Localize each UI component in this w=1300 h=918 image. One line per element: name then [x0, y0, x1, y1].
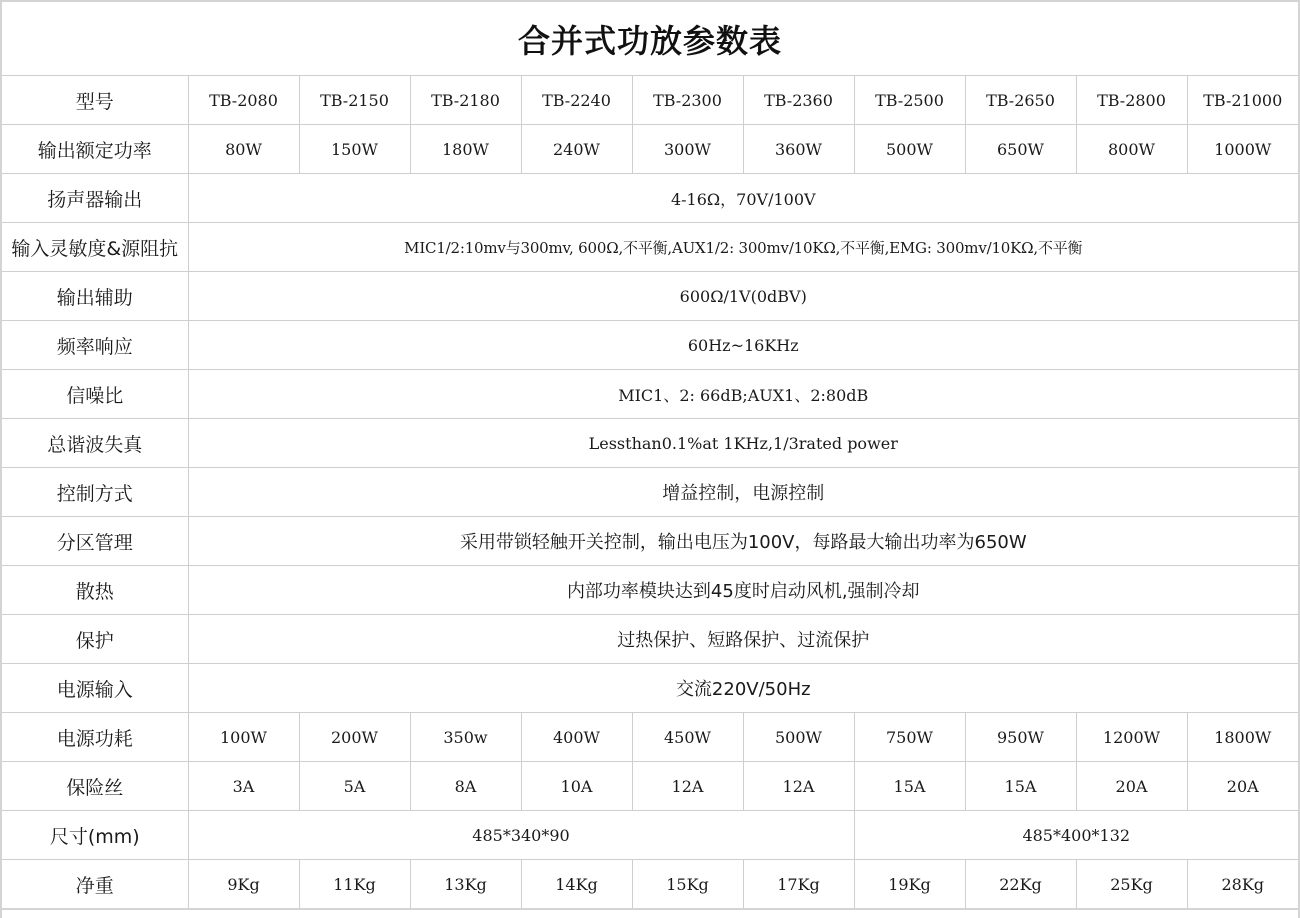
- fuse-cell: 12A: [632, 762, 743, 811]
- power-consumption-cell: 100W: [188, 713, 299, 762]
- page-title: 合并式功放参数表: [2, 0, 1298, 76]
- row-label: 净重: [2, 860, 188, 910]
- row-label: 输出辅助: [2, 272, 188, 321]
- table-row-input-sensitivity: [2, 223, 1298, 272]
- table-row-protection: [2, 615, 1298, 664]
- table-row-speaker-output: [2, 174, 1298, 223]
- table-row-dimensions: [2, 811, 1298, 860]
- model-cell: TB-2360: [743, 76, 854, 125]
- power-consumption-cell: 500W: [743, 713, 854, 762]
- rated-power-cell: 800W: [1076, 125, 1187, 174]
- spec-table: [2, 76, 1298, 910]
- table-row-power-consumption: [2, 713, 1298, 762]
- fuse-cell: 20A: [1187, 762, 1298, 811]
- rated-power-cell: 240W: [521, 125, 632, 174]
- row-label: 扬声器输出: [2, 174, 188, 223]
- fuse-cell: 15A: [854, 762, 965, 811]
- model-cell: TB-21000: [1187, 76, 1298, 125]
- fuse-cell: 8A: [410, 762, 521, 811]
- fuse-cell: 12A: [743, 762, 854, 811]
- row-label: 保护: [2, 615, 188, 664]
- row-label: 散热: [2, 566, 188, 615]
- power-consumption-cell: 1800W: [1187, 713, 1298, 762]
- protection-value: 过热保护、短路保护、过流保护: [188, 615, 1298, 664]
- fuse-cell: 10A: [521, 762, 632, 811]
- power-consumption-cell: 350w: [410, 713, 521, 762]
- snr-value: MIC1、2: 66dB;AUX1、2:80dB: [188, 370, 1298, 419]
- model-cell: TB-2240: [521, 76, 632, 125]
- net-weight-cell: 13Kg: [410, 860, 521, 910]
- power-consumption-cell: 200W: [299, 713, 410, 762]
- rated-power-cell: 180W: [410, 125, 521, 174]
- rated-power-cell: 150W: [299, 125, 410, 174]
- aux-output-value: 600Ω/1V(0dBV): [188, 272, 1298, 321]
- thd-value: Lessthan0.1%at 1KHz,1/3rated power: [188, 419, 1298, 468]
- row-label: 型号: [2, 76, 188, 125]
- table-row-aux-output: [2, 272, 1298, 321]
- table-row-cooling: [2, 566, 1298, 615]
- fuse-cell: 20A: [1076, 762, 1187, 811]
- power-consumption-cell: 950W: [965, 713, 1076, 762]
- table-row-frequency-response: [2, 321, 1298, 370]
- dimensions-cell: 485*400*132: [854, 811, 1298, 860]
- fuse-cell: 5A: [299, 762, 410, 811]
- net-weight-cell: 9Kg: [188, 860, 299, 910]
- input-sensitivity-value: MIC1/2:10mv与300mv, 600Ω,不平衡,AUX1/2: 300mv/10KΩ,不平衡,EMG: 300mv/10KΩ,不平衡: [188, 223, 1298, 272]
- row-label: 输入灵敏度&源阻抗: [2, 223, 188, 272]
- rated-power-cell: 300W: [632, 125, 743, 174]
- dimensions-cell: 485*340*90: [188, 811, 854, 860]
- table-row-net-weight: [2, 860, 1298, 910]
- row-label: 输出额定功率: [2, 125, 188, 174]
- frequency-response-value: 60Hz~16KHz: [188, 321, 1298, 370]
- row-label: 尺寸(mm): [2, 811, 188, 860]
- row-label: 保险丝: [2, 762, 188, 811]
- row-label: 分区管理: [2, 517, 188, 566]
- row-label: 电源功耗: [2, 713, 188, 762]
- net-weight-cell: 11Kg: [299, 860, 410, 910]
- net-weight-cell: 17Kg: [743, 860, 854, 910]
- fuse-cell: 15A: [965, 762, 1076, 811]
- row-label: 电源输入: [2, 664, 188, 713]
- model-cell: TB-2180: [410, 76, 521, 125]
- table-row-control-mode: [2, 468, 1298, 517]
- zone-management-value: 采用带锁轻触开关控制，输出电压为100V，每路最大输出功率为650W: [188, 517, 1298, 566]
- power-consumption-cell: 750W: [854, 713, 965, 762]
- row-label: 总谐波失真: [2, 419, 188, 468]
- rated-power-cell: 360W: [743, 125, 854, 174]
- table-row-thd: [2, 419, 1298, 468]
- row-label: 信噪比: [2, 370, 188, 419]
- rated-power-cell: 80W: [188, 125, 299, 174]
- table-row-rated-power: [2, 125, 1298, 174]
- speaker-output-value: 4-16Ω，70V/100V: [188, 174, 1298, 223]
- model-cell: TB-2800: [1076, 76, 1187, 125]
- model-cell: TB-2500: [854, 76, 965, 125]
- row-label: 频率响应: [2, 321, 188, 370]
- table-row-snr: [2, 370, 1298, 419]
- power-consumption-cell: 400W: [521, 713, 632, 762]
- row-label: 控制方式: [2, 468, 188, 517]
- control-mode-value: 增益控制，电源控制: [188, 468, 1298, 517]
- net-weight-cell: 15Kg: [632, 860, 743, 910]
- net-weight-cell: 28Kg: [1187, 860, 1298, 910]
- net-weight-cell: 14Kg: [521, 860, 632, 910]
- fuse-cell: 3A: [188, 762, 299, 811]
- power-consumption-cell: 1200W: [1076, 713, 1187, 762]
- model-cell: TB-2300: [632, 76, 743, 125]
- net-weight-cell: 22Kg: [965, 860, 1076, 910]
- model-cell: TB-2150: [299, 76, 410, 125]
- cooling-value: 内部功率模块达到45度时启动风机,强制冷却: [188, 566, 1298, 615]
- power-consumption-cell: 450W: [632, 713, 743, 762]
- model-cell: TB-2650: [965, 76, 1076, 125]
- rated-power-cell: 650W: [965, 125, 1076, 174]
- model-cell: TB-2080: [188, 76, 299, 125]
- rated-power-cell: 500W: [854, 125, 965, 174]
- power-input-value: 交流220V/50Hz: [188, 664, 1298, 713]
- net-weight-cell: 19Kg: [854, 860, 965, 910]
- net-weight-cell: 25Kg: [1076, 860, 1187, 910]
- table-row-model: [2, 76, 1298, 125]
- rated-power-cell: 1000W: [1187, 125, 1298, 174]
- table-row-power-input: [2, 664, 1298, 713]
- table-row-zone-management: [2, 517, 1298, 566]
- table-row-fuse: [2, 762, 1298, 811]
